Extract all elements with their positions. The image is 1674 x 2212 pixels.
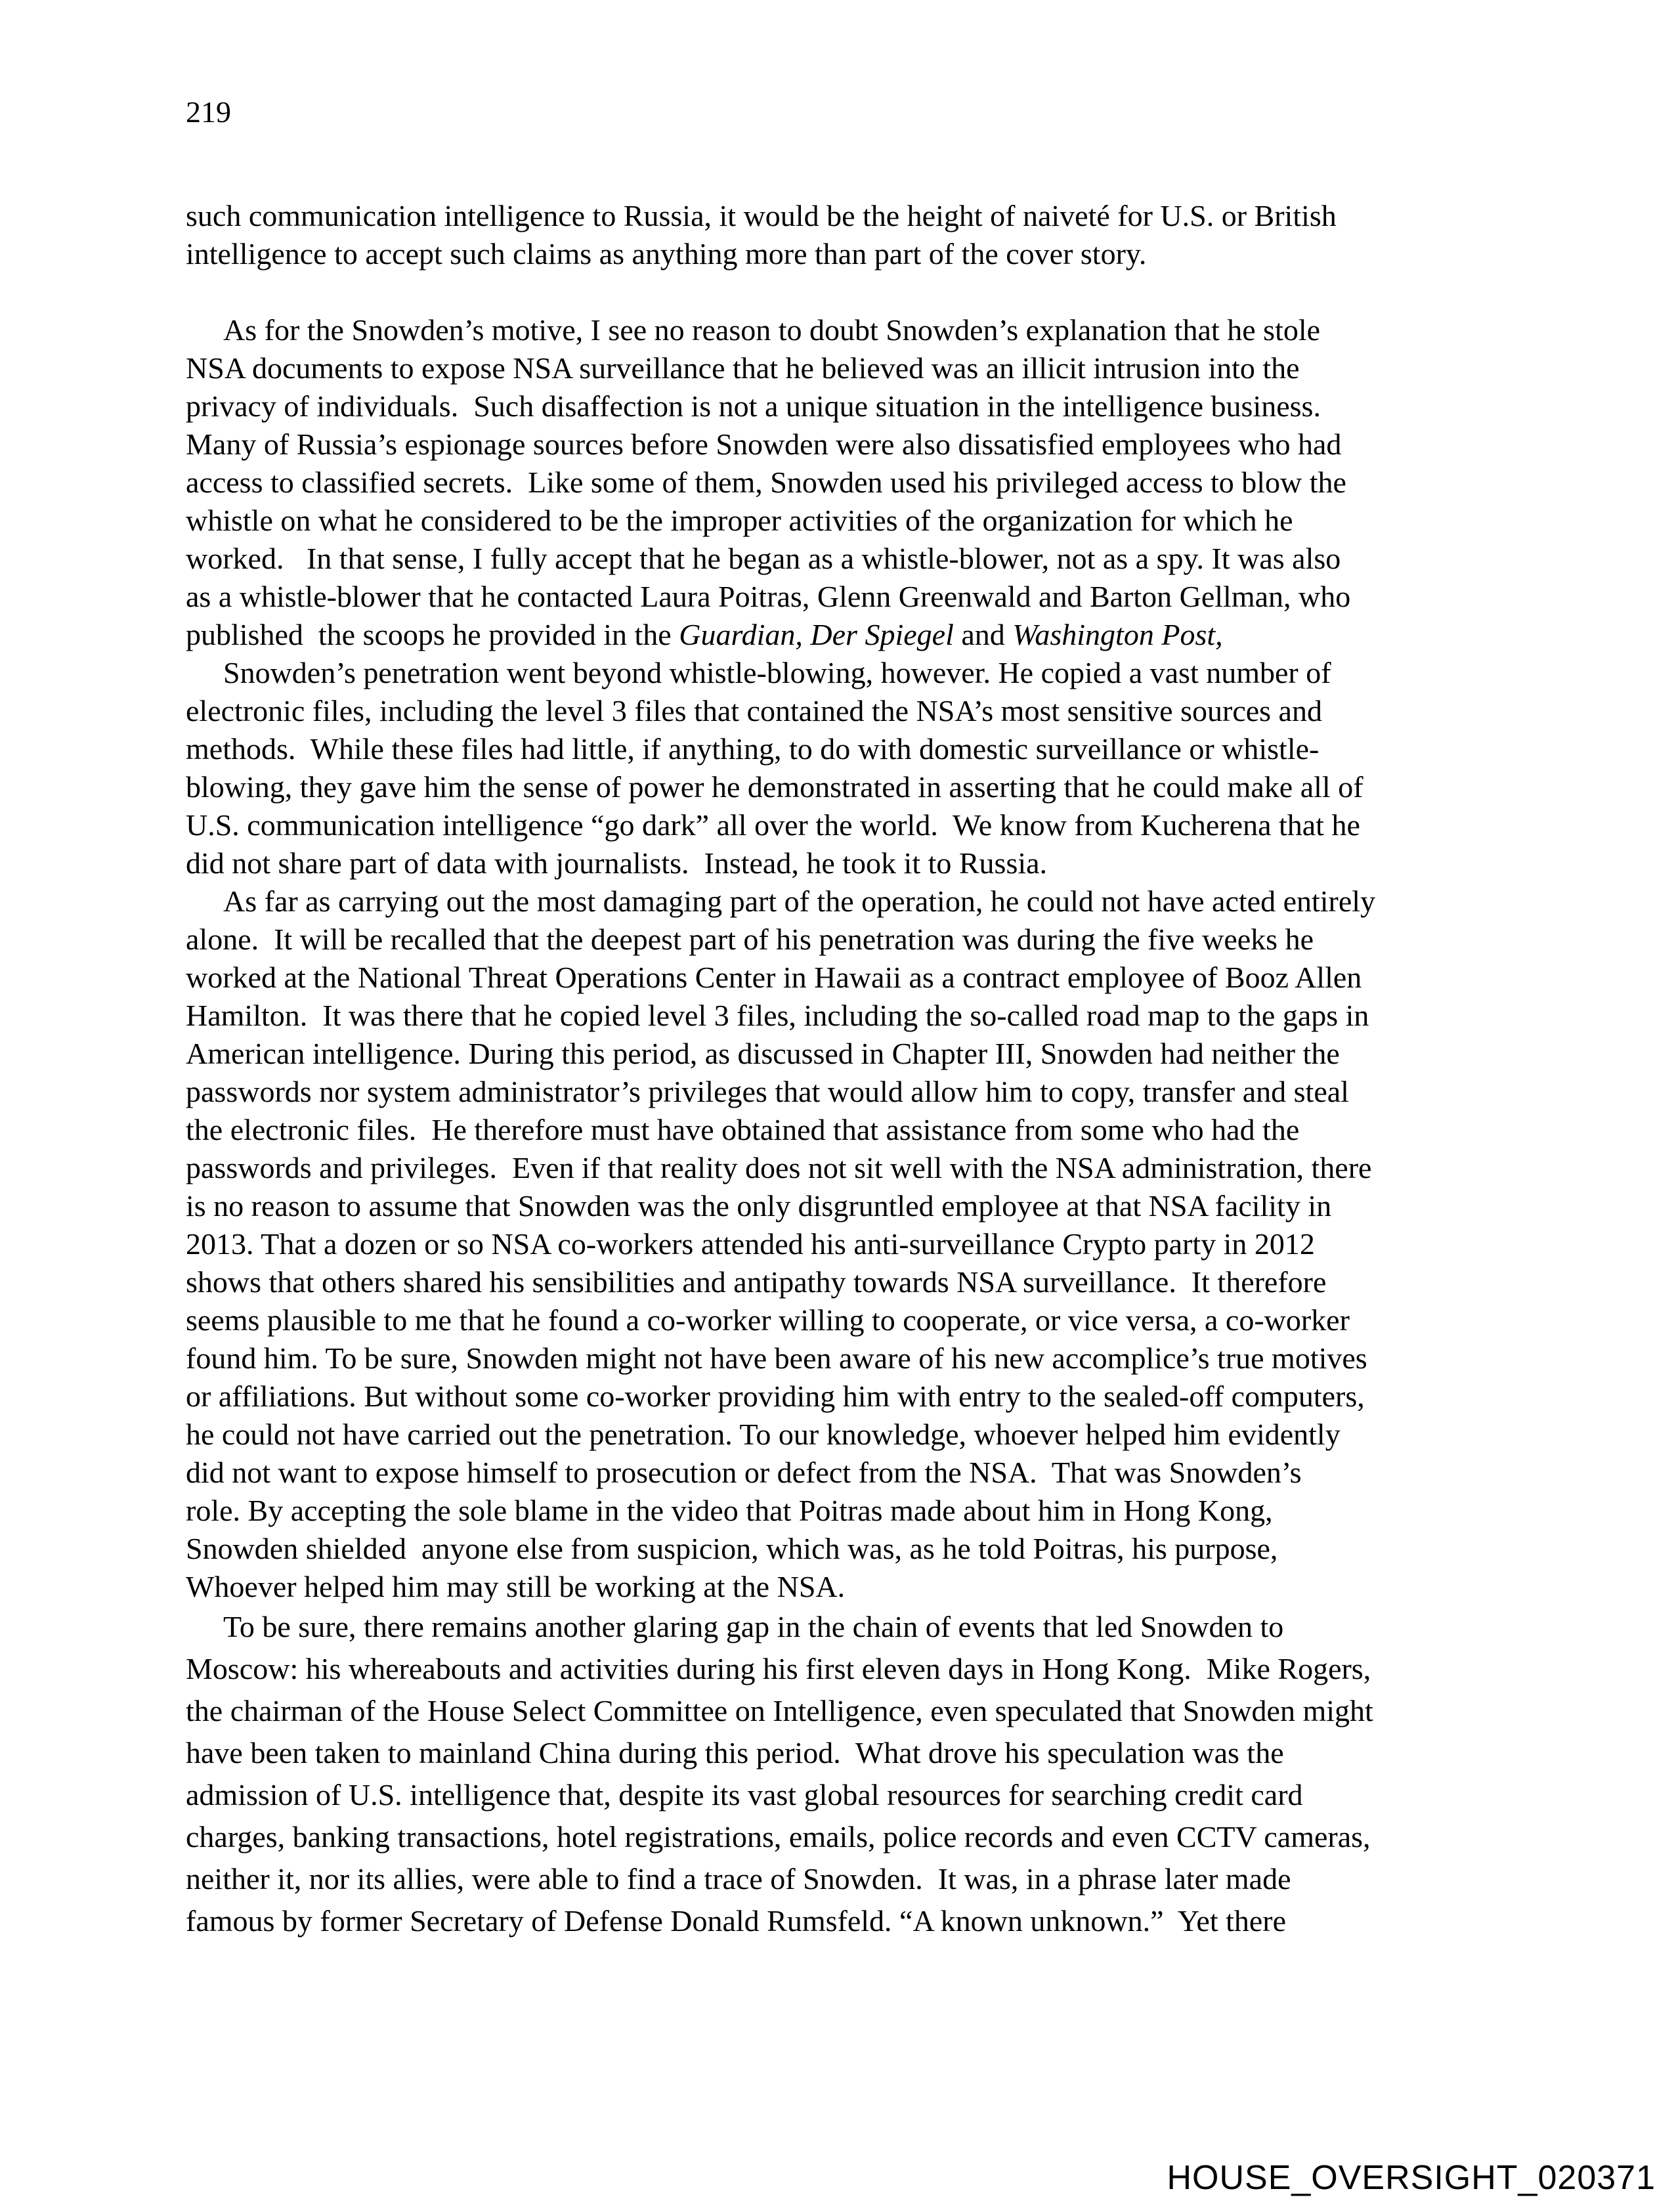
- paragraph: [186, 654, 1538, 882]
- text-line: intelligence to accept such claims as anything more than part of the cover story.: [186, 237, 1147, 271]
- paragraph: [186, 311, 1538, 654]
- italic-text-segment: Guardian, Der Spiegel: [679, 618, 954, 651]
- paragraph: [186, 882, 1538, 1606]
- text-line: such communication intelligence to Russia, it would be the height of naiveté for U.S. or British: [186, 199, 1337, 232]
- text-line: As for the Snowden’s motive, I see no reason to doubt Snowden’s explanation that he stole: [223, 313, 1321, 347]
- text-line: have been taken to mainland China during this period. What drove his speculation was the: [186, 1736, 1284, 1769]
- text-segment: and: [953, 618, 1013, 651]
- bates-stamp: HOUSE_OVERSIGHT_020371: [1167, 2159, 1656, 2197]
- text-line: role. By accepting the sole blame in the video that Poitras made about him in Hong Kong,: [186, 1494, 1273, 1527]
- text-line: passwords and privileges. Even if that reality does not sit well with the NSA administration, there: [186, 1151, 1372, 1184]
- text-line: Many of Russia’s espionage sources before Snowden were also dissatisfied employees who had: [186, 427, 1342, 461]
- text-line: Hamilton. It was there that he copied level 3 files, including the so-called road map to the gaps in: [186, 999, 1369, 1032]
- document-body: [186, 197, 1538, 1942]
- text-line: seems plausible to me that he found a co-worker willing to cooperate, or vice versa, a co-worker: [186, 1303, 1350, 1337]
- text-line: found him. To be sure, Snowden might not have been aware of his new accomplice’s true motives: [186, 1341, 1367, 1375]
- text-line: Whoever helped him may still be working at the NSA.: [186, 1570, 846, 1603]
- text-line: as a whistle-blower that he contacted Laura Poitras, Glenn Greenwald and Barton Gellman, who: [186, 580, 1351, 613]
- text-line: NSA documents to expose NSA surveillance that he believed was an illicit intrusion into the: [186, 351, 1300, 385]
- text-line: admission of U.S. intelligence that, despite its vast global resources for searching credit card: [186, 1778, 1303, 1811]
- text-line: access to classified secrets. Like some of them, Snowden used his privileged access to blow the: [186, 466, 1346, 499]
- text-segment: published the scoops he provided in the: [186, 618, 679, 651]
- text-line: passwords nor system administrator’s privileges that would allow him to copy, transfer and steal: [186, 1075, 1349, 1108]
- text-line: worked. In that sense, I fully accept that he began as a whistle-blower, not as a spy. It was also: [186, 542, 1341, 575]
- text-line: electronic files, including the level 3 files that contained the NSA’s most sensitive sources and: [186, 694, 1322, 727]
- text-line: did not want to expose himself to prosecution or defect from the NSA. That was Snowden’s: [186, 1456, 1302, 1489]
- text-line: did not share part of data with journalists. Instead, he took it to Russia.: [186, 846, 1048, 880]
- text-line: alone. It will be recalled that the deepest part of his penetration was during the five weeks he: [186, 922, 1314, 956]
- text-line: blowing, they gave him the sense of power he demonstrated in asserting that he could make all of: [186, 770, 1363, 804]
- page-number: 219: [186, 95, 231, 129]
- text-line: As far as carrying out the most damaging part of the operation, he could not have acted entirely: [223, 884, 1376, 918]
- text-line: he could not have carried out the penetration. To our knowledge, whoever helped him evidently: [186, 1418, 1341, 1451]
- text-line: methods. While these files had little, if anything, to do with domestic surveillance or whistle-: [186, 732, 1320, 766]
- paragraph: [186, 1606, 1538, 1942]
- text-line: To be sure, there remains another glaring gap in the chain of events that led Snowden to: [223, 1610, 1284, 1643]
- text-line: worked at the National Threat Operations Center in Hawaii as a contract employee of Booz Allen: [186, 961, 1362, 994]
- text-line: neither it, nor its allies, were able to find a trace of Snowden. It was, in a phrase later made: [186, 1862, 1291, 1896]
- text-line: or affiliations. But without some co-worker providing him with entry to the sealed-off computers,: [186, 1379, 1365, 1413]
- paragraph: [186, 197, 1538, 273]
- text-line: American intelligence. During this period, as discussed in Chapter III, Snowden had neither the: [186, 1037, 1340, 1070]
- text-line: U.S. communication intelligence “go dark” all over the world. We know from Kucherena that he: [186, 808, 1360, 842]
- text-line: charges, banking transactions, hotel registrations, emails, police records and even CCTV cameras,: [186, 1820, 1371, 1854]
- text-line: the chairman of the House Select Committee on Intelligence, even speculated that Snowden might: [186, 1694, 1373, 1727]
- text-line: Moscow: his whereabouts and activities during his first eleven days in Hong Kong. Mike Rogers,: [186, 1652, 1371, 1685]
- text-line: 2013. That a dozen or so NSA co-workers attended his anti-surveillance Crypto party in 2012: [186, 1227, 1315, 1261]
- text-line: the electronic files. He therefore must have obtained that assistance from some who had the: [186, 1113, 1300, 1146]
- text-line: Snowden shielded anyone else from suspicion, which was, as he told Poitras, his purpose,: [186, 1532, 1278, 1565]
- italic-text-segment: Washington Post,: [1012, 618, 1223, 651]
- text-line: shows that others shared his sensibilities and antipathy towards NSA surveillance. It therefore: [186, 1265, 1327, 1299]
- text-line: is no reason to assume that Snowden was the only disgruntled employee at that NSA facility in: [186, 1189, 1332, 1223]
- text-line: famous by former Secretary of Defense Donald Rumsfeld. “A known unknown.” Yet there: [186, 1904, 1287, 1938]
- text-line: whistle on what he considered to be the improper activities of the organization for which he: [186, 504, 1293, 537]
- text-line: [186, 616, 1538, 654]
- text-line: privacy of individuals. Such disaffection is not a unique situation in the intelligence business.: [186, 389, 1321, 423]
- text-line: Snowden’s penetration went beyond whistle-blowing, however. He copied a vast number of: [223, 656, 1331, 689]
